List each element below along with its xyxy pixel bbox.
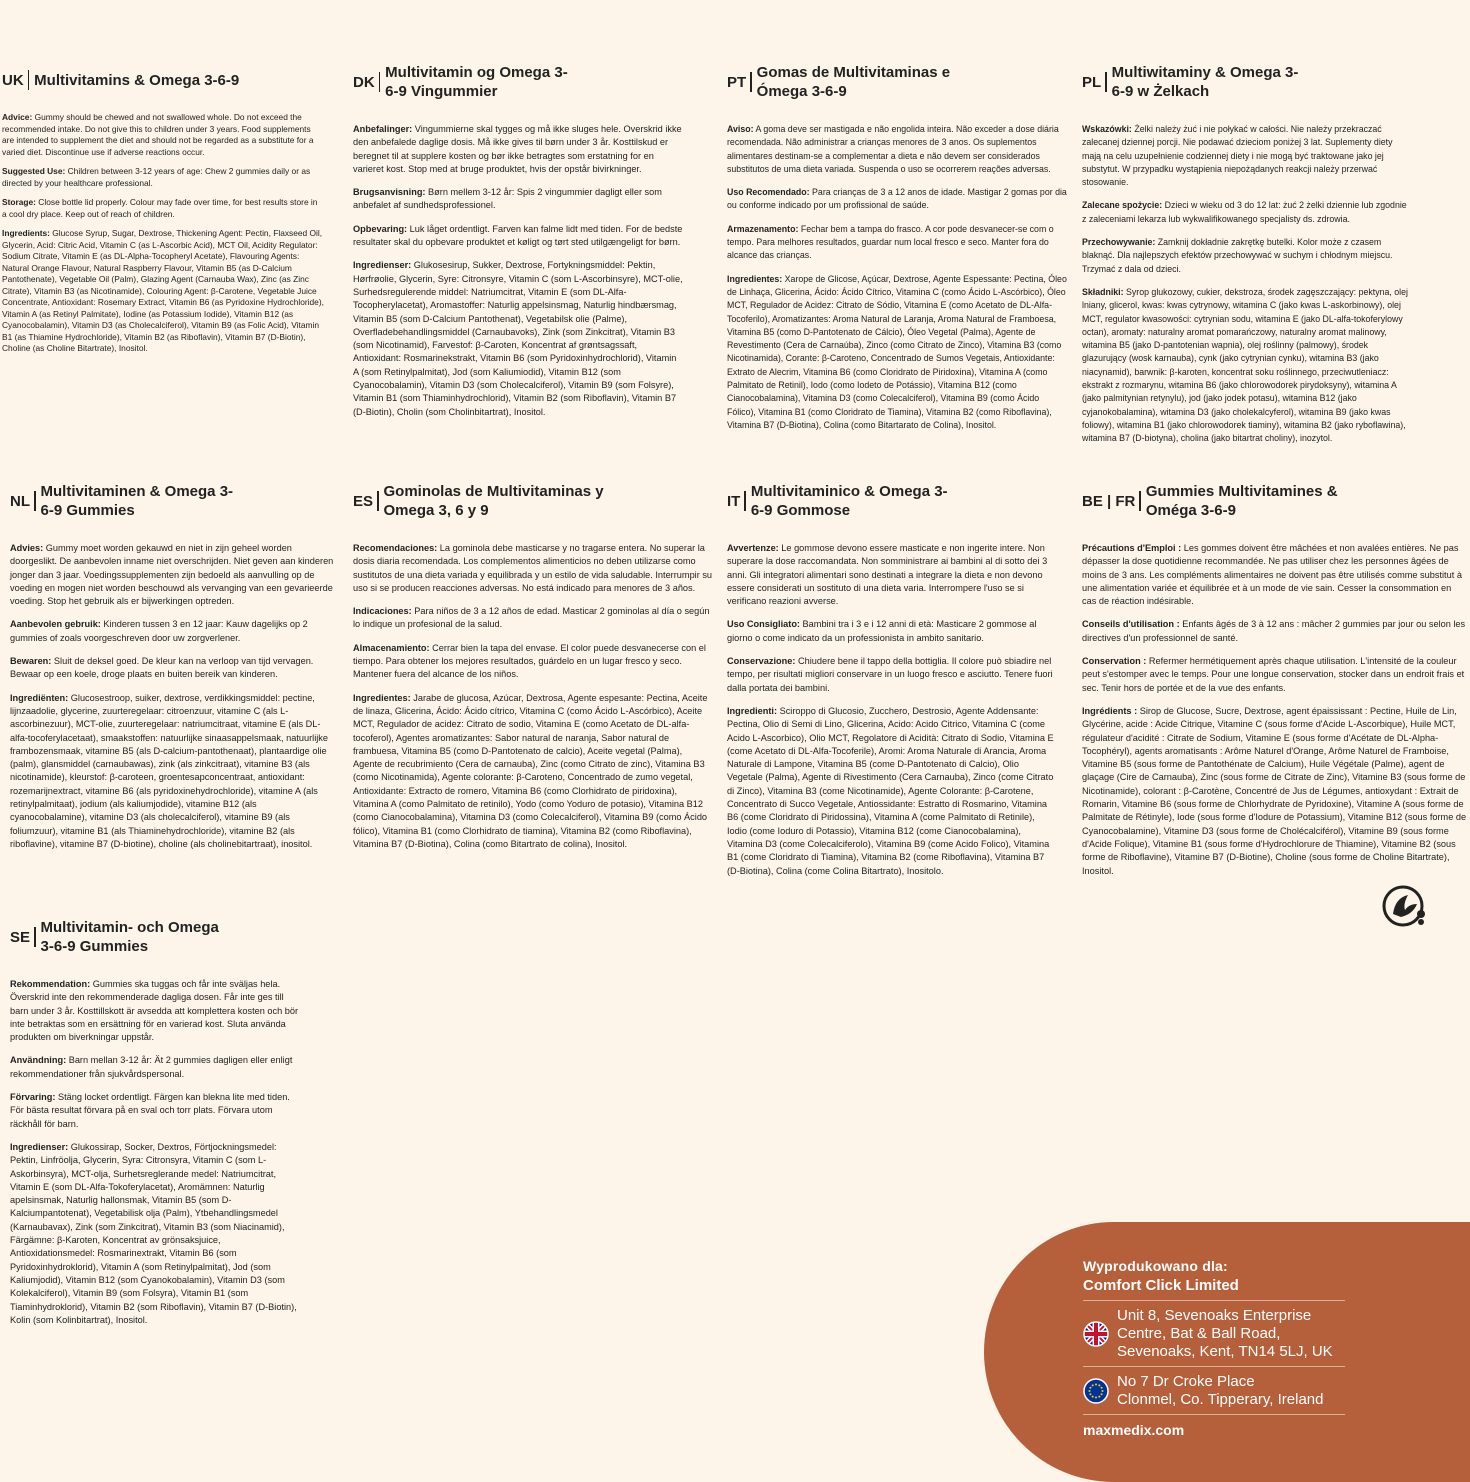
block-label: Aanbevolen gebruik: xyxy=(10,619,101,630)
section-title: Gominolas de Multivitaminas y Omega 3, 6 y 9 xyxy=(383,483,604,519)
block-text: Cerrar bien la tapa del envase. El color puede desvanecerse con el tiempo. Para obtener los mejores resultados, guárdelo en un lugar fresco y seco. Mantener fuera del alcance de los niños. xyxy=(353,642,706,680)
block-text: Dzieci w wieku od 3 do 12 lat: żuć 2 żelki dziennie lub zgodnie z zaleceniami lekarza lub wykwalifikowanego specjalisty ds. zdrowia. xyxy=(1082,200,1407,224)
section-blocks xyxy=(727,542,1057,878)
block-text: Żelki należy żuć i nie połykać w całości. Nie należy przekraczać zalecanej dziennej porcji. Nie podawać dzieciom poniżej 3 lat. Suplementy diety mają na celu uzupełnienie codziennej diety i nie mogą być traktowane jako jej substytut. W przypadku wystąpienia niepożądanych reakcji należy przerwać stosowanie. xyxy=(1082,124,1393,188)
block-label: Uso Consigliato: xyxy=(727,619,800,630)
block-text: Børn mellem 3-12 år: Spis 2 vingummier dagligt eller som anbefalet af sundhedsprofessionel. xyxy=(353,187,662,211)
manufacturer-info xyxy=(1083,1258,1345,1438)
block-text: Luk låget ordentligt. Farven kan falme lidt med tiden. For de bedste resultater skal du opbevare produktet et køligt og tørt sted utilgængeligt for børn. xyxy=(353,223,683,248)
block-text: Close bottle lid properly. Colour may fade over time, for best results store in a cool dry place. Keep out of reach of children. xyxy=(2,197,318,219)
block-label: Storage: xyxy=(2,197,36,207)
block-text: Les gommes doivent être mâchées et non avalées entières. Ne pas dépasser la dose quotidienne recommandée. Ne pas utiliser chez les personnes âgées de moins de 3 ans. Les compléments alimentaires ne doivent pas être utilisés comme substitut à une alimentation variée et équilibrée et à un mode de vie sain. Cesser la consommation en cas de réaction indésirable. xyxy=(1082,543,1462,607)
text-block xyxy=(727,273,1070,433)
country-code: UK xyxy=(2,71,24,89)
section-es xyxy=(353,482,713,861)
block-label: Användning: xyxy=(10,1055,67,1066)
section-blocks xyxy=(10,978,302,1327)
text-block xyxy=(1082,236,1412,276)
block-text: Glucose Syrup, Sugar, Dextrose, Thickening Agent: Pectin, Flaxseed Oil, Glycerin, Acid: Citric Acid, Vitamin C (as L-Ascorbic Acid), MCT Oil, Acidity Regulator: Sodium Citrate, Vitamin E (as DL-Alpha-Tocopheryl Acetate), Flavouring Agents: Natural Orange Flavour, Natural Raspberry Flavour, Vitamin B5 (as D-Calcium Pantothenate), Vegetable Oil (Palm), Glazing Agent (Carnauba Wax), Zinc (as Zinc Citrate), Vitamin B3 (as Nicotinamide), Colouring Agent: β-Carotene, Vegetable Juice Concentrate, Antioxidant: Rosemary Extract, Vitamin B6 (as Pyridoxine Hydrochloride), Vitamin A (as Retinyl Palmitate), Iodine (as Potassium Iodide), Vitamin B12 (as Cyanocobalamin), Vitamin D3 (as Cholecalciferol), Vitamin B9 (as Folic Acid), Vitamin B1 (as Thiamine Hydrochloride), Vitamin B2 (as Riboflavin), Vitamin B7 (D-Biotin), Choline (as Choline Bitartrate), Inositol. xyxy=(2,228,324,353)
section-header xyxy=(727,482,1057,520)
section-header xyxy=(2,70,324,90)
manufacturer-company: Comfort Click Limited xyxy=(1083,1277,1345,1301)
block-label: Ingredienti: xyxy=(727,705,778,716)
eu-flag-icon xyxy=(1083,1378,1109,1404)
section-title: Multivitamins & Omega 3-6-9 xyxy=(34,71,240,89)
recycling-logo-icon xyxy=(1381,884,1429,928)
country-code: DK xyxy=(353,73,375,91)
section-title: Gummies Multivitamines & Oméga 3-6-9 xyxy=(1145,483,1338,519)
section-header xyxy=(1082,63,1412,101)
section-pt xyxy=(727,63,1070,442)
block-label: Avvertenze: xyxy=(727,543,779,553)
block-text: Sirop de Glucose, Sucre, Dextrose, agent épaississant : Pectine, Huile de Lin, Glycérine, acide : Acide Citrique, Vitamine C (sous forme d'Acide L-Ascorbique), Huile MCT, régulateur d'acidité : Citrate de Sodium, Vitamine E (sous forme d'Acétate de DL-Alpha-Tocophéryl), agents aromatisants : Arôme Naturel d'Orange, Arôme Naturel de Framboise, Vitamine B5 (sous forme de Pantothénate de Calcium), Huile Végétale (Palme), agent de glaçage (Cire de Carnauba), Zinc (sous forme de Citrate de Zinc), Vitamine B3 (sous forme de Nicotinamide), colorant : β-Carotène, Concentré de Jus de Légumes, antioxydant : Extrait de Romarin, Vitamine B6 (sous forme de Chlorhydrate de Pyridoxine), Vitamine A (sous forme de Palmitate de Rétinyle), Iode (sous forme d'Iodure de Potassium), Vitamine B12 (sous forme de Cyanocobalamine), Vitamine D3 (sous forme de Cholécalciférol), Vitamine B9 (sous forme d'Acide Folique), Vitamine B1 (sous forme d'Hydrochlorure de Thiamine), Vitamine B2 (sous forme de Riboflavine), Vitamine B7 (D-Biotine), Choline (sous forme de Choline Bitartrate), Inositol. xyxy=(1082,705,1467,876)
address-uk xyxy=(1083,1301,1345,1367)
text-block xyxy=(1082,286,1412,446)
section-se xyxy=(10,918,302,1337)
block-text: La gominola debe masticarse y no tragarse entera. No superar la dosis diaria recomendada. Los complementos alimenticios no deben utilizarse como sustitutos de una dieta variada y equilibrada y un estilo de vida saludable. Interrumpir su uso si se producen reacciones adversas. No está indicado para menores de 3 años. xyxy=(353,543,713,593)
block-label: Zalecane spożycie: xyxy=(1082,200,1163,211)
text-block xyxy=(727,705,1057,878)
country-code: NL xyxy=(10,492,30,510)
block-label: Ingredientes: xyxy=(353,692,411,703)
address-text: No 7 Dr Croke Place Clonmel, Co. Tipperary, Ireland xyxy=(1117,1373,1324,1408)
section-title: Multivitamin og Omega 3-6-9 Vingummier xyxy=(385,64,568,100)
block-text: Chiudere bene il tappo della bottiglia. Il colore può sbiadire nel tempo, per risultati migliori conservare in un luogo fresco e asciutto. Tenere fuori dalla portata dei bambini. xyxy=(727,656,1053,693)
section-blocks xyxy=(353,542,713,851)
text-block xyxy=(1082,705,1468,878)
block-label: Suggested Use: xyxy=(2,166,66,176)
block-label: Ingredienser: xyxy=(10,1141,69,1152)
section-uk xyxy=(2,70,324,363)
country-code: IT xyxy=(727,492,741,510)
text-block xyxy=(10,618,336,645)
block-text: Refermer hermétiquement après chaque utilisation. L'intensité de la couleur peut s'estomper avec le temps. Pour une longue conservation, stocker dans un endroit frais et sec. Tenir hors de portée et de la vue des enfants. xyxy=(1082,656,1465,693)
block-text: Stäng locket ordentligt. Färgen kan blekna lite med tiden. För bästa resultat förvara på en sval och torr plats. Förvara utom räckhåll för barn. xyxy=(10,1092,290,1129)
block-text: Gummy should be chewed and not swallowed whole. Do not exceed the recommended intake. Do not give this to children under 3 years. Food supplements are intended to supplement the diet and should not be regarded as a substitute for a varied diet. Discontinue use if adverse reactions occur. xyxy=(2,112,314,157)
block-text: Vingummierne skal tygges og må ikke sluges hele. Overskrid ikke den anbefalede daglige dosis. Må ikke gives til børn under 3 år. Kosttilskud er beregnet til at supplere kosten og bør ikke betragtes som erstatning for en varieret kost. Stop med at bruge produktet, hvis der opstår bivirkninger. xyxy=(353,124,682,174)
country-code: ES xyxy=(353,492,374,510)
block-label: Indicaciones: xyxy=(353,606,412,617)
block-text: Glucosestroop, suiker, dextrose, verdikkingsmiddel: pectine, lijnzaadolie, glycerine, zuurteregelaar: citroenzuur, vitamine C (als L-ascorbinezuur), MCT-olie, zuurteregelaar: natriumcitraat, vitamine E (als DL-alfa-tocoferylacetaat), smaakstoffen: natuurlijke sinaasappelsmaak, natuurlijke frambozensmaak, vitamine B5 (als D-calcium-pantothenaat), plantaardige olie (palm), glansmiddel (carnaubawas), zink (als zinkcitraat), vitamine B3 (als nicotinamide), kleurstof: β-caroteen, groentesapconcentraat, antioxidant: rozemarijnextract, vitamine B6 (als pyridoxinehydrochloride), vitamine A (als retinylpalmitaat), jodium (als kaliumjodide), vitamine B12 (als cyanocobalamine), vitamine D3 (als cholecalciferol), vitamine B9 (als foliumzuur), vitamine B1 (als Thiaminehydrochloride), vitamine B2 (als riboflavine), vitamine B7 (D-biotine), choline (als cholinebitartraat), inositol. xyxy=(10,692,328,849)
block-text: Kinderen tussen 3 en 12 jaar: Kauw dagelijks op 2 gummies of zoals voorgeschreven door uw zorgverlener. xyxy=(10,619,308,643)
text-block xyxy=(353,259,683,419)
section-header xyxy=(727,63,1070,101)
text-block xyxy=(1082,655,1468,695)
text-block xyxy=(2,197,324,220)
section-title: Multivitaminico & Omega 3-6-9 Gommose xyxy=(750,483,948,519)
section-blocks xyxy=(1082,542,1468,878)
section-header xyxy=(1082,482,1468,520)
block-text: Jarabe de glucosa, Azúcar, Dextrosa, Agente espesante: Pectina, Aceite de linaza, Glicerina, Ácido: Ácido cítrico, Vitamina C (como Ácido L-Ascórbico), Aceite MCT, Regulador de acidez: Citrato de sodio, Vitamina E (como Acetato de DL-alfa-tocoferol), Agentes aromatizantes: Sabor natural de naranja, Sabor natural de frambuesa, Vitamina B5 (como D-Pantotenato de calcio), Aceite vegetal (Palma), Agente de recubrimiento (Cera de carnauba), Zinc (como Citrato de zinc), Vitamina B3 (como Nicotinamida), Agente colorante: β-Caroteno, Concentrado de zumo vegetal, Antioxidante: Extracto de romero, Vitamina B6 (como Clorhidrato de piridoxina), Vitamina A (como Palmitato de retinilo), Yodo (como Yoduro de potasio), Vitamina B12 (como Cianocobalamina), Vitamina D3 (como Colecalciferol), Vitamina B9 (como Ácido fólico), Vitamina B1 (como Clorhidrato de tiamina), Vitamina B2 (como Riboflavina), Vitamina B7 (D-Biotina), Colina (como Bitartrato de colina), Inositol. xyxy=(353,692,708,849)
text-block xyxy=(1082,618,1468,645)
block-text: Para crianças de 3 a 12 anos de idade. Mastigar 2 gomas por dia ou conforme indicado por um profissional de saúde. xyxy=(727,187,1067,211)
section-be-fr xyxy=(1082,482,1468,888)
text-block xyxy=(727,618,1057,645)
block-text: Zamknij dokładnie zakrętkę butelki. Kolor może z czasem blaknąć. Dla najlepszych efektów przechowywać w suchym i chłodnym miejscu. Trzymać z dala od dzieci. xyxy=(1082,237,1393,274)
text-block xyxy=(1082,123,1412,189)
block-text: Bambini tra i 3 e i 12 anni di età: Masticare 2 gommose al giorno o come indicato da un professionista in ambito sanitario. xyxy=(727,619,1037,643)
text-block xyxy=(10,1054,302,1081)
country-code: PT xyxy=(727,73,747,91)
country-code: SE xyxy=(10,928,31,946)
text-block xyxy=(727,655,1057,695)
block-text: Gummy moet worden gekauwd en niet in zijn geheel worden doorgeslikt. De aanbevolen inname niet overschrijden. Niet geven aan kinderen jonger dan 3 jaar. Voedingssupplementen zijn bedoeld als aanvulling op de voeding en mogen niet worden beschouwd als vervanging van een gevarieerde voeding. Stop het gebruik als er bijwerkingen optreden. xyxy=(10,543,334,607)
section-dk xyxy=(353,63,683,429)
block-label: Förvaring: xyxy=(10,1092,56,1103)
section-blocks xyxy=(1082,123,1412,446)
text-block xyxy=(353,692,713,852)
block-label: Brugsanvisning: xyxy=(353,187,426,198)
section-it xyxy=(727,482,1057,888)
section-header xyxy=(353,482,713,520)
block-label: Conseils d'utilisation : xyxy=(1082,619,1180,630)
block-label: Ingredients: xyxy=(2,228,50,238)
text-block xyxy=(353,542,713,595)
section-header xyxy=(10,918,302,956)
block-label: Armazenamento: xyxy=(727,223,799,234)
block-label: Précautions d'Emploi : xyxy=(1082,543,1182,553)
block-label: Bewaren: xyxy=(10,656,52,667)
block-text: Sciroppo di Glucosio, Zucchero, Destrosio, Agente Addensante: Pectina, Olio di Semi di Lino, Glicerina, Acido: Acido Citrico, Vitamina C (come Acido L-Ascorbico), Olio MCT, Regolatore di Acidità: Citrato di Sodio, Vitamina E (come Acetato di DL-Alfa-Tocoferile), Aromi: Aroma Naturale di Arancia, Aroma Naturale di Lampone, Vitamina B5 (come D-Pantotenato di Calcio), Olio Vegetale (Palma), Agente di Rivestimento (Cera Carnauba), Zinco (come Citrato di Zinco), Vitamina B3 (come Nicotinamide), Agente Colorante: β-Carotene, Concentrato di Succo Vegetale, Antiossidante: Estratto di Rosmarino, Vitamina B6 (come Cloridrato di Piridossina), Vitamina A (come Palmitato di Retinile), Iodio (come Ioduro di Potassio), Vitamina B12 (come Cianocobalamina), Vitamina D3 (come Colecalciferolo), Vitamina B9 (come Acido Folico), Vitamina B1 (come Cloridrato di Tiamina), Vitamina B2 (come Riboflavina), Vitamina B7 (D-Biotina), Colina (come Colina Bitartrato), Inositolo. xyxy=(727,705,1054,876)
text-block xyxy=(10,1091,302,1131)
text-block xyxy=(10,692,336,852)
section-header xyxy=(10,482,336,520)
text-block xyxy=(2,228,324,355)
text-block xyxy=(2,112,324,158)
block-text: Children between 3-12 years of age: Chew 2 gummies daily or as directed by your healthcare professional. xyxy=(2,166,311,188)
text-block xyxy=(353,123,683,176)
address-ie xyxy=(1083,1367,1345,1415)
block-label: Przechowywanie: xyxy=(1082,237,1156,248)
block-label: Conservation : xyxy=(1082,656,1147,667)
block-text: Sluit de deksel goed. De kleur kan na verloop van tijd vervagen. Bewaar op een koele, droge plaats en buiten bereik van kinderen. xyxy=(10,656,314,680)
text-block xyxy=(353,223,683,250)
block-label: Wskazówki: xyxy=(1082,124,1132,134)
section-title: Multivitaminen & Omega 3-6-9 Gummies xyxy=(40,483,234,519)
block-label: Uso Recomendado: xyxy=(727,187,810,198)
text-block xyxy=(1082,542,1468,608)
section-blocks xyxy=(727,123,1070,432)
website-link[interactable]: maxmedix.com xyxy=(1083,1422,1185,1438)
block-label: Recomendaciones: xyxy=(353,543,438,553)
text-block xyxy=(2,166,324,189)
block-text: A goma deve ser mastigada e não engolida inteira. Não exceder a dose diária recomendada. Não administrar a crianças menores de 3 anos. Os suplementos alimentares destinam-se a complementar a dieta e não devem ser considerados substitutos de uma dieta variada. Suspenda o uso se ocorrerem reações adversas. xyxy=(727,124,1059,174)
block-label: Rekommendation: xyxy=(10,979,91,989)
section-blocks xyxy=(2,112,324,355)
block-label: Anbefalinger: xyxy=(353,124,413,134)
text-block xyxy=(353,186,683,213)
block-label: Aviso: xyxy=(727,124,754,134)
uk-flag-icon xyxy=(1083,1321,1109,1347)
block-text: Barn mellan 3-12 år: Ät 2 gummies dagligen eller enligt rekommendationer från sjukvårdspersonal. xyxy=(10,1055,293,1079)
section-title: Gomas de Multivitaminas e Ómega 3-6-9 xyxy=(756,64,951,100)
text-block xyxy=(10,542,336,608)
section-blocks xyxy=(10,542,336,851)
block-text: Syrop glukozowy, cukier, dekstroza, środek zagęszczający: pektyna, olej lniany, glicerol, kwas: kwas cytrynowy, witamina C (jako kwas L-askorbinowy), olej MCT, regulator kwasowości: cytrynian sodu, witamina E (jako DL-alfa-tokoferylowy octan), aromaty: naturalny aromat pomarańczowy, naturalny aromat malinowy, witamina B5 (jako D-pantotenian wapnia), olej roślinny (palmowy), środek glazurujący (wosk karnauba), cynk (jako cytrynian cynku), witamina B3 (jako niacynamid), barwnik: β-karoten, koncentrat soku roślinnego, przeciwutleniacz: ekstrakt z rozmarynu, witamina B6 (jako chlorowodorek pirydoksyny), witamina A (jako palmitynian retynylu), jod (jako jodek potasu), witamina B12 (jako cyjanokobalamina), witamina D3 (jako cholekalcyferol), witamina B9 (jako kwas foliowy), witamina B1 (jako chlorowodorek tiaminy), witamina B2 (jako ryboflawina), witamina B7 (D-biotyna), cholina (jako bitartrat choliny), inozytol. xyxy=(1082,286,1408,444)
text-block xyxy=(10,978,302,1044)
text-block xyxy=(10,1141,302,1327)
block-text: Le gommose devono essere masticate e non ingerite intere. Non superare la dose raccomandata. Non somministrare ai bambini al di sotto dei 3 anni. Gli integratori alimentari sono destinati a integrare la dieta e non devono essere considerati un sostituto di una dieta varia. Interrompere l'uso se si verificano reazioni avverse. xyxy=(727,543,1048,607)
block-label: Ingredienser: xyxy=(353,260,412,271)
section-nl xyxy=(10,482,336,861)
block-text: Enfants âgés de 3 à 12 ans : mâcher 2 gummies par jour ou selon les directives d'un professionnel de santé. xyxy=(1082,619,1466,643)
block-label: Ingrédients : xyxy=(1082,705,1138,716)
section-pl xyxy=(1082,63,1412,456)
manufacturer-panel xyxy=(984,1222,1470,1482)
section-header xyxy=(353,63,683,101)
block-label: Ingredientes: xyxy=(727,273,783,284)
text-block xyxy=(727,186,1070,213)
block-label: Składniki: xyxy=(1082,286,1124,297)
manufacturer-label: Wyprodukowano dla: xyxy=(1083,1258,1228,1274)
block-text: Para niños de 3 a 12 años de edad. Masticar 2 gominolas al día o según lo indique un profesional de la salud. xyxy=(353,606,710,630)
block-text: Fechar bem a tampa do frasco. A cor pode desvanecer-se com o tempo. Para melhores resultados, guardar num local fresco e seco. Manter fora do alcance das crianças. xyxy=(727,223,1054,261)
block-text: Glukossirap, Socker, Dextros, Förtjockningsmedel: Pektin, Linfröolja, Glycerin, Syra: Citronsyra, Vitamin C (som L-Askorbinsyra), MCT-olja, Surhetsreglerande medel: Natriumcitrat, Vitamin E (som DL-Alfa-Tokoferylacetat), Aromämnen: Naturlig apelsinsmak, Naturlig hallonsmak, Vitamin B5 (som D-Kalciumpantotenat), Vegetabilisk olja (Palm), Ytbehandlingsmedel (Karnaubavax), Zink (som Zinkcitrat), Vitamin B3 (som Niacinamid), Färgämne: β-Karoten, Koncentrat av grönsaksjuice, Antioxidationsmedel: Rosmarinextrakt, Vitamin B6 (som Pyridoxinhydroklorid), Vitamin A (som Retinylpalmitat), Jod (som Kaliumjodid), Vitamin B12 (som Cyanokobalamin), Vitamin D3 (som Kolekalciferol), Vitamin B9 (som Folsyra), Vitamin B1 (som Tiaminhydroklorid), Vitamin B2 (som Riboflavin), Vitamin B7 (D-Biotin), Kolin (som Kolinbitartrat), Inositol. xyxy=(10,1141,297,1325)
text-block xyxy=(727,123,1070,176)
text-block xyxy=(10,655,336,682)
block-label: Almacenamiento: xyxy=(353,642,430,653)
address-text: Unit 8, Sevenoaks Enterprise Centre, Bat & Ball Road, Sevenoaks, Kent, TN14 5LJ, UK xyxy=(1117,1307,1333,1360)
block-label: Advice: xyxy=(2,112,33,122)
block-label: Ingrediënten: xyxy=(10,692,69,703)
block-label: Conservazione: xyxy=(727,656,796,667)
country-code: PL xyxy=(1082,73,1102,91)
section-blocks xyxy=(353,123,683,419)
block-text: Gummies ska tuggas och får inte sväljas hela. Överskrid inte den rekommenderade dagliga dosen. Får inte ges till barn under 3 år. Kosttillskott är avsedda att komplettera kosten och bör inte betraktas som en ersättning för en varierad kost. Sluta använda produkten om biverkningar uppstår. xyxy=(10,979,299,1043)
section-title: Multivitamin- och Omega 3-6-9 Gummies xyxy=(40,919,219,955)
block-label: Opbevaring: xyxy=(353,223,408,234)
block-text: Glukosesirup, Sukker, Dextrose, Fortykningsmiddel: Pektin, Hørfrøolie, Glycerin, Syre: Citronsyre, Vitamin C (som L-Ascorbinsyre), MCT-olie, Surhedsregulerende middel: Natriumcitrat, Vitamin E (som DL-Alfa-Tocopherylacetat), Aromastoffer: Naturlig appelsinsmag, Naturlig hindbærsmag, Vitamin B5 (som D-Calcium Pantothenat), Vegetabilsk olie (Palme), Overfladebehandlingsmiddel (Carnaubavoks), Zink (som Zinkcitrat), Vitamin B3 (som Nicotinamid), Farvestof: β-Caroten, Koncentrat af grøntsagssaft, Antioxidant: Rosmarinekstrakt, Vitamin B6 (som Pyridoxinhydrochlorid), Vitamin A (som Retinylpalmitat), Jod (som Kaliumiodid), Vitamin B12 (som Cyanocobalamin), Vitamin D3 (som Cholecalciferol), Vitamin B9 (som Folsyre), Vitamin B1 (som Thiaminhydrochlorid), Vitamin B2 (som Riboflavin), Vitamin B7 (D-Biotin), Cholin (som Cholinbitartrat), Inositol. xyxy=(353,260,683,417)
text-block xyxy=(1082,199,1412,226)
section-title: Multiwitaminy & Omega 3-6-9 w Żelkach xyxy=(1111,64,1299,100)
country-code: BE | FR xyxy=(1082,492,1136,510)
text-block xyxy=(353,642,713,682)
text-block xyxy=(353,605,713,632)
text-block xyxy=(727,223,1070,263)
block-text: Xarope de Glicose, Açúcar, Dextrose, Agente Espessante: Pectina, Óleo de Linhaça, Glicerina, Ácido: Ácido Cítrico, Vitamina C (como Ácido L-Ascórbico), Óleo MCT, Regulador de Acidez: Citrato de Sódio, Vitamina E (como Acetato de DL-Alfa-Tocoferilo), Aromatizantes: Aroma Natural de Laranja, Aroma Natural de Framboesa, Vitamina B5 (como D-Pantotenato de Cálcio), Óleo Vegetal (Palma), Agente de Revestimento (Cera de Carnaúba), Zinco (como Citrato de Zinco), Vitamina B3 (como Nicotinamida), Corante: β-Caroteno, Concentrado de Sumos Vegetais, Antioxidante: Extrato de Alecrim, Vitamina B6 (como Cloridrato de Piridoxina), Vitamina A (como Palmitato de Retinil), Iodo (como Iodeto de Potássio), Vitamina B12 (como Cianocobalamina), Vitamina D3 (como Colecalciferol), Vitamina B9 (como Ácido Fólico), Vitamina B1 (como Cloridrato de Tiamina), Vitamina B2 (como Riboflavina), Vitamina B7 (D-Biotina), Colina (como Bitartarato de Colina), Inositol. xyxy=(727,273,1067,430)
text-block xyxy=(727,542,1057,608)
block-label: Advies: xyxy=(10,543,44,553)
